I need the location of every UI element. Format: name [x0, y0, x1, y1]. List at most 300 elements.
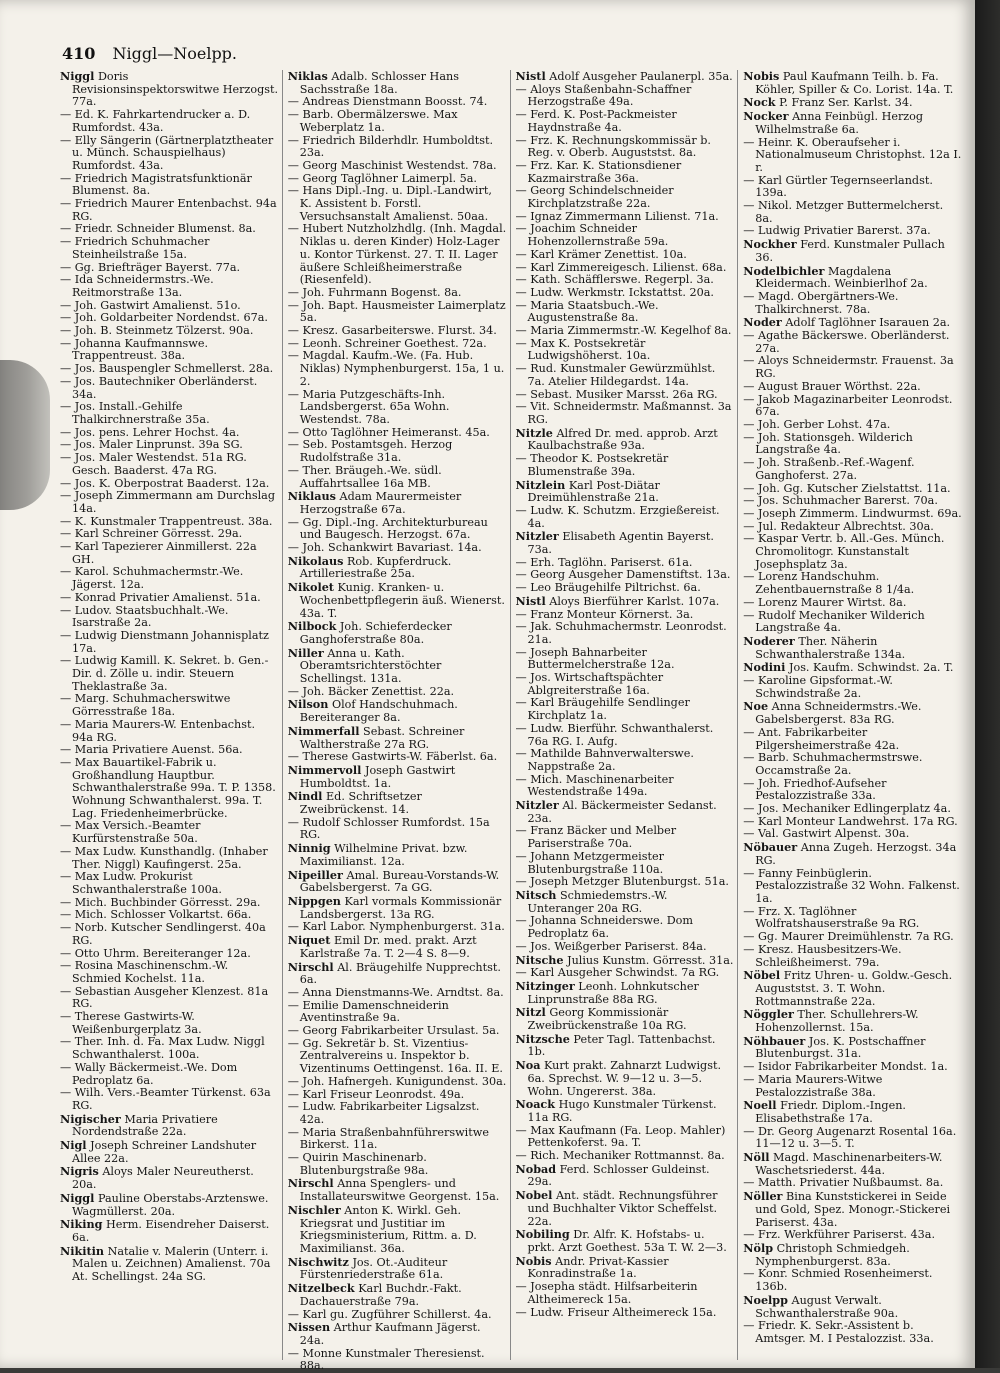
entry-text: — Val. Gastwirt Alpenst. 30a.: [743, 827, 910, 841]
entry-text: — Rud. Kunstmaler Gewürzmühlst. 7a. Atelier Hildegardst. 14a.: [515, 362, 716, 388]
entry-text: August Verwalt. Schwanthalerstraße 90a.: [755, 1293, 899, 1320]
entry-text: — Sebast. Musiker Marsst. 26a RG.: [515, 387, 718, 401]
directory-entry: [516, 1255, 735, 1281]
entry-text: Herm. Eisendreher Daiserst. 6a.: [72, 1218, 270, 1244]
entry-text: — Johanna Kaufmannswe. Trappentreust. 38a.: [60, 336, 209, 363]
directory-entry: [288, 465, 507, 490]
directory-entry: [743, 944, 962, 969]
directory-entry: [288, 764, 507, 790]
directory-entry: [288, 842, 507, 868]
directory-entry: [516, 697, 735, 722]
entry-text: — Elly Sängerin (Gärtnerplatztheater u. Münch. Schauspielhaus) Rumfordst. 43a.: [60, 133, 274, 172]
entry-text: Karl vormals Kommissionär Landsbergerst. 13a RG.: [299, 895, 502, 921]
directory-entry: [743, 70, 962, 96]
directory-entry: [516, 300, 735, 325]
entry-text: — Karl Krämer Zenettist. 10a.: [515, 247, 687, 261]
entry-text: Olof Handschuhmach. Bereiteranger 8a.: [299, 698, 458, 725]
entry-text: — Joh. Fuhrmann Bogenst. 8a.: [287, 285, 462, 299]
page-number: 410: [62, 44, 96, 63]
entry-surname: Nischwitz: [287, 1254, 349, 1269]
directory-entry: [516, 1228, 735, 1254]
directory-entry: [60, 135, 279, 173]
directory-entry: [516, 980, 735, 1006]
entry-text: Ther. Näherin Schwanthalerstraße 134a.: [755, 634, 906, 661]
entry-text: — Mathilde Bahnverwalterswe. Nappstraße 2a.: [515, 747, 694, 773]
entry-surname: Ninnig: [287, 841, 331, 856]
entry-text: — Ludw. Bierführ. Schwanthalerst. 76a RG. I. Aufg.: [515, 721, 714, 748]
entry-text: — Leo Bräugehilfe Piltrichst. 6a.: [515, 581, 701, 595]
entry-surname: Nikolet: [287, 580, 334, 595]
entry-text: — Joseph Bahnarbeiter Buttermelcherstraße 12a.: [515, 645, 675, 672]
entry-text: Hugo Kunstmaler Türkenst. 11a RG.: [527, 1098, 717, 1124]
entry-surname: Nitzlein: [515, 477, 566, 492]
directory-entry: [516, 453, 735, 478]
directory-entry: [288, 1127, 507, 1152]
entry-text: — Konrad Privatier Amalienst. 51a.: [60, 590, 261, 604]
entry-text: — Leonh. Schreiner Goethest. 72a.: [287, 336, 487, 350]
entry-text: — Wally Bäckermeist.-We. Dom Pedroplatz 6a.: [60, 1060, 238, 1087]
entry-text: — Joseph Metzger Blutenburgst. 51a.: [515, 875, 729, 889]
entry-text: Ferd. Kunstmaler Pullach 36.: [755, 238, 945, 264]
entry-text: — Fanny Feinbüglerin. Pestalozzistraße 32 Wohn. Falkenst. 1a.: [743, 866, 960, 905]
entry-text: — Max Kaufmann (Fa. Leop. Mahler) Pettenkoferst. 9a. T.: [515, 1123, 726, 1150]
entry-text: — Gg. Briefträger Bayerst. 77a.: [60, 260, 241, 274]
entry-text: — Jos. Bauspengler Schmellerst. 28a.: [60, 362, 274, 376]
entry-text: — Maria Privatiere Auenst. 56a.: [60, 743, 243, 757]
entry-text: Adalb. Schlosser Hans Sachsstraße 18a.: [299, 70, 459, 96]
directory-entry: [288, 581, 507, 620]
entry-surname: Nippgen: [287, 894, 341, 908]
entry-text: — August Brauer Wörthst. 22a.: [743, 379, 921, 393]
entry-text: — Karl Tapezierer Ainmillerst. 22a GH.: [60, 540, 257, 566]
directory-entry: [743, 175, 962, 200]
directory-entry: [288, 817, 507, 842]
entry-surname: Nitzinger: [515, 978, 575, 993]
entry-text: — Dr. Georg Augenarzt Rosental 16a. 11—12 u. 3—5. T.: [743, 1124, 957, 1151]
entry-surname: Nirschl: [287, 959, 334, 974]
entry-text: — Joseph Zimmermann am Durchslag 14a.: [60, 489, 276, 515]
directory-entry: [743, 1035, 962, 1061]
directory-entry: [288, 1152, 507, 1177]
directory-entry: [516, 338, 735, 363]
directory-entry: [60, 173, 279, 198]
directory-entry: [60, 630, 279, 655]
directory-entry: [288, 698, 507, 724]
entry-text: — Heinr. K. Oberaufseher i. Nationalmuseum Christophst. 12a I. r.: [743, 135, 962, 174]
directory-entry: [743, 1268, 962, 1293]
entry-surname: Nitzelbeck: [287, 1281, 355, 1296]
directory-entry: [288, 790, 507, 816]
entry-text: Georg Kommissionär Zweibrückenstraße 10a RG.: [527, 1006, 687, 1033]
entry-surname: Nitzler: [515, 798, 559, 813]
entry-text: Wilhelmine Privat. bzw. Maximilianst. 12a.: [299, 842, 468, 868]
directory-entry: [288, 1256, 507, 1282]
entry-text: Schmiedemstrs.-W. Unteranger 20a RG.: [527, 889, 668, 915]
entry-text: — Maria Staatsbuch.-We. Augustenstraße 8a.: [515, 298, 659, 325]
directory-entry: [516, 109, 735, 134]
entry-surname: Noderer: [743, 633, 795, 648]
directory-entry: [288, 555, 507, 581]
entry-surname: Nigris: [60, 1164, 99, 1179]
entry-surname: Nock: [743, 95, 776, 110]
entry-text: Emil Dr. med. prakt. Arzt Karlstraße 7a. T. 2—4 S. 8—9.: [299, 934, 477, 960]
entry-text: Adolf Ausgeher Paulanerpl. 35a.: [549, 70, 733, 83]
directory-entry: [60, 871, 279, 896]
entry-text: — Maria Maurers-Witwe Pestalozzistraße 38a.: [743, 1072, 883, 1099]
entry-text: — Ludwig Kamill. K. Sekret. b. Gen.-Dir. d. Zölle u. indir. Steuern Theklastraße 3a.: [60, 654, 269, 693]
entry-surname: Nistl: [515, 593, 546, 608]
directory-entry: [516, 530, 735, 556]
directory-entry: [743, 238, 962, 264]
entry-text: — Joh. Gastwirt Amalienst. 51o.: [60, 298, 241, 312]
directory-entry: [288, 1038, 507, 1076]
entry-text: — Jos. Maler Westendst. 51a RG. Gesch. Baaderst. 47a RG.: [60, 451, 247, 477]
directory-entry: [60, 1192, 279, 1218]
directory-entry: [60, 1218, 279, 1244]
directory-entry: [743, 1151, 962, 1177]
directory-entry: [60, 338, 279, 363]
entry-surname: Nöll: [743, 1150, 770, 1165]
directory-entry: [288, 135, 507, 160]
entry-surname: Nodelbichler: [743, 263, 825, 278]
entry-surname: Nitsche: [515, 952, 564, 967]
entry-text: — Theodor K. Postsekretär Blumenstraße 39a.: [515, 452, 669, 478]
entry-surname: Niller: [287, 645, 324, 660]
entry-text: — Ida Schneidermstrs.-We. Reitmorstraße 13a.: [60, 273, 214, 299]
directory-entry: [288, 70, 507, 96]
directory-entry: [288, 439, 507, 464]
entry-text: — Ludw. Werkmstr. Ickstattst. 20a.: [515, 285, 714, 299]
entry-text: — Georg Schindelschneider Kirchplatzstraße 22a.: [515, 184, 674, 211]
entry-text: — Ther. Bräugeh.-We. südl. Auffahrtsallee 16a MB.: [287, 463, 442, 490]
entry-text: — Lorenz Handschuhm. Zehentbauernstraße 8 1/4a.: [743, 570, 915, 597]
entry-text: Anna Spenglers- und Installateurswitwe Georgenst. 15a.: [299, 1177, 500, 1204]
running-title: Niggl—Noelpp.: [112, 44, 238, 63]
column-container: [60, 69, 965, 1373]
directory-entry: [743, 906, 962, 931]
entry-text: — Georg Fabrikarbeiter Ursulast. 5a.: [287, 1024, 500, 1038]
directory-entry: [516, 915, 735, 940]
entry-text: — Johanna Schneiderswe. Dom Pedroplatz 6a.: [515, 914, 694, 941]
directory-entry: [516, 135, 735, 160]
directory-entry: [60, 541, 279, 566]
entry-text: — Aloys Schneidermstr. Frauenst. 3a RG.: [743, 354, 954, 381]
entry-text: — Ferd. K. Post-Packmeister Haydnstraße 4a.: [515, 108, 677, 134]
entry-text: — Wilh. Vers.-Beamter Türkenst. 63a RG.: [60, 1086, 271, 1112]
directory-entry: [60, 198, 279, 223]
entry-surname: Noell: [743, 1098, 777, 1113]
entry-text: Peter Tagl. Tattenbachst. 1b.: [527, 1032, 716, 1059]
entry-text: — Karl Friseur Leonrodst. 49a.: [287, 1087, 465, 1101]
directory-entry: [288, 1321, 507, 1347]
entry-surname: Nirschl: [287, 1176, 334, 1191]
entry-text: Karl Buchdr.-Fakt. Dachauerstraße 79a.: [299, 1282, 462, 1308]
directory-entry: [743, 291, 962, 316]
directory-entry: [516, 1059, 735, 1098]
page-header: [62, 44, 237, 63]
entry-surname: Nobis: [515, 1253, 552, 1268]
entry-surname: Nöller: [743, 1189, 783, 1204]
entry-text: — Frz. Kar. K. Stationsdiener Kazmairstraße 36a.: [515, 158, 682, 185]
entry-text: — Jos. Bautechniker Oberländerst. 34a.: [60, 374, 258, 401]
directory-entry: [743, 394, 962, 419]
entry-text: — Jul. Redakteur Albrechtst. 30a.: [743, 519, 934, 533]
directory-entry: [60, 655, 279, 693]
directory-entry: [743, 200, 962, 225]
directory-entry: [743, 1320, 962, 1345]
directory-entry: [288, 869, 507, 895]
entry-text: Doris Revisionsinspektorswitwe Herzogst. 77a.: [72, 70, 279, 109]
entry-surname: Nitzl: [515, 1005, 546, 1020]
directory-entry: [288, 1204, 507, 1256]
entry-text: — Friedrich Maurer Entenbachst. 94a RG.: [60, 197, 277, 223]
entry-text: — Seb. Postamtsgeh. Herzog Rudolfstraße 31a.: [287, 438, 453, 465]
entry-surname: Nilson: [287, 697, 329, 712]
entry-surname: Nöhbauer: [743, 1033, 806, 1048]
entry-text: — Emilie Damenschneiderin Aventinstraße 9a.: [287, 998, 449, 1025]
directory-entry: [743, 265, 962, 291]
directory-entry: [288, 1177, 507, 1203]
directory-entry: [516, 160, 735, 185]
entry-text: — Mich. Maschinenarbeiter Westendstraße 149a.: [515, 772, 674, 799]
directory-entry: [743, 1190, 962, 1229]
entry-text: — Joh. Hafnergeh. Kunigundenst. 30a.: [287, 1074, 507, 1088]
entry-text: — Anna Dienstmanns-We. Arndtst. 8a.: [287, 985, 504, 999]
directory-entry: [60, 757, 279, 821]
entry-surname: Nitzler: [515, 529, 559, 544]
directory-entry: [288, 647, 507, 686]
entry-text: — Isidor Fabrikarbeiter Mondst. 1a.: [743, 1060, 948, 1074]
directory-entry: [516, 505, 735, 530]
entry-text: — Marg. Schuhmacherswitwe Görresstraße 18a.: [60, 692, 231, 719]
directory-entry: [60, 452, 279, 477]
entry-text: — Maria Maurers-W. Entenbachst. 94a RG.: [60, 717, 256, 744]
directory-entry: [743, 110, 962, 136]
entry-text: — Georg Maschinist Westendst. 78a.: [287, 158, 497, 172]
entry-text: Alfred Dr. med. approb. Arzt Kaulbachstraße 93a.: [527, 426, 718, 453]
column-3: [516, 70, 739, 1360]
directory-entry: [516, 954, 735, 968]
entry-text: — Franz Monteur Körnerst. 3a.: [515, 607, 694, 621]
entry-text: — Max Versich.-Beamter Kurfürstenstraße 50a.: [60, 819, 201, 846]
directory-entry: [60, 1139, 279, 1165]
entry-text: Rob. Kupferdruck. Artilleriestraße 25a.: [299, 554, 452, 581]
entry-text: Ant. städt. Rechnungsführer und Buchhalter Viktor Scheffelst. 22a.: [527, 1189, 718, 1228]
entry-surname: Noelpp: [743, 1292, 788, 1307]
entry-text: — Karl Zimmereigesch. Lilienst. 68a.: [515, 260, 727, 274]
directory-entry: [743, 727, 962, 752]
directory-entry: [743, 432, 962, 457]
entry-text: Jos. K. Postschaffner Blutenburgst. 31a.: [755, 1034, 926, 1061]
entry-surname: Nobis: [743, 69, 780, 83]
entry-text: — Ludov. Staatsbuchhalt.-We. Isarstraße 2a.: [60, 603, 229, 630]
entry-surname: Niklas: [287, 69, 328, 83]
entry-text: — Joseph Zimmerm. Lindwurmst. 69a.: [743, 506, 962, 520]
directory-entry: [60, 1245, 279, 1284]
entry-text: — Jos. Install.-Gehilfe Thalkirchnerstraße 35a.: [60, 400, 210, 426]
entry-text: — Joh. Bapt. Hausmeister Laimerplatz 5a.: [287, 298, 506, 325]
entry-surname: Noack: [515, 1097, 556, 1112]
entry-text: — Georg Ausgeher Damenstiftst. 13a.: [515, 568, 731, 582]
entry-surname: Noa: [515, 1058, 541, 1073]
entry-text: Natalie v. Malerin (Unterr. i. Malen u. Zeichnen) Amalienst. 70a At. Schellingst. 24a SG.: [72, 1244, 271, 1284]
entry-text: Julius Kunstm. Görresst. 31a.: [567, 953, 734, 967]
entry-text: — K. Kunstmaler Trappentreust. 38a.: [60, 514, 273, 528]
directory-entry: [743, 1294, 962, 1320]
entry-surname: Nitzsche: [515, 1031, 570, 1046]
entry-text: Karl Post-Diätar Dreimühlenstraße 21a.: [527, 478, 660, 505]
entry-text: — Joachim Schneider Hohenzollernstraße 59a.: [515, 222, 669, 249]
directory-entry: [288, 961, 507, 987]
entry-text: Andr. Privat-Kassier Konradinstraße 1a.: [527, 1254, 669, 1281]
entry-surname: Nischler: [287, 1202, 341, 1217]
directory-entry: [60, 605, 279, 630]
directory-entry: [743, 969, 962, 1008]
directory-entry: [516, 672, 735, 697]
directory-entry: [743, 752, 962, 777]
entry-text: Kunig. Kranken- u. Wochenbettpflegerin äuß. Wienerst. 43a. T.: [299, 581, 505, 620]
directory-entry: [60, 236, 279, 261]
directory-entry: [516, 723, 735, 748]
entry-text: — Jakob Magazinarbeiter Leonrodst. 67a.: [743, 392, 953, 419]
entry-text: — Jos. K. Oberpostrat Baaderst. 12a.: [60, 476, 270, 490]
entry-text: — Sebastian Ausgeher Klenzest. 81a RG.: [60, 984, 269, 1011]
directory-entry: [516, 647, 735, 672]
directory-entry: [60, 960, 279, 985]
column-2: [287, 69, 511, 1373]
entry-text: — Joh. Schankwirt Bavariast. 14a.: [287, 541, 482, 555]
directory-entry: [60, 1165, 279, 1191]
entry-surname: Niquet: [287, 933, 331, 948]
directory-entry: [516, 401, 735, 426]
directory-entry: [516, 363, 735, 388]
entry-surname: Nilbock: [287, 619, 337, 634]
entry-text: — Rich. Mechaniker Rottmannst. 8a.: [515, 1149, 725, 1163]
entry-text: — Karoline Gipsformat.-W. Schwindstraße 2a.: [743, 674, 893, 700]
entry-surname: Nipeiller: [287, 867, 343, 882]
entry-text: Adolf Taglöhner Isarauen 2a.: [785, 316, 951, 330]
directory-entry: [516, 582, 735, 595]
entry-text: — Karl Gürtler Tegernseerlandst. 139a.: [743, 173, 933, 200]
entry-text: — Barb. Schuhmachermstrswe. Occamstraße 2a.: [743, 751, 923, 777]
directory-entry: [288, 223, 507, 287]
entry-text: — Jos. Weißgerber Pariserst. 84a.: [515, 939, 707, 953]
entry-text: — Friedr. Schneider Blumenst. 8a.: [60, 222, 256, 236]
entry-text: — Rudolf Mechaniker Wilderich Langstraße 4a.: [743, 608, 925, 635]
entry-text: — Gg. Dipl.-Ing. Architekturbureau und Baugesch. Herzogst. 67a.: [287, 515, 488, 542]
entry-text: — Franz Bäcker und Melber Pariserstraße 70a.: [515, 824, 677, 851]
entry-surname: Nölp: [743, 1240, 774, 1255]
entry-surname: Niklaus: [287, 489, 336, 504]
entry-text: — Ludw. K. Schutzm. Erzgießereist. 4a.: [515, 503, 720, 530]
directory-entry: [743, 96, 962, 110]
entry-text: — Mich. Schlosser Volkartst. 66a.: [60, 908, 252, 922]
entry-text: Bina Kunststickerei in Seide und Gold, Spez. Monogr.-Stickerei Pariserst. 43a.: [755, 1190, 951, 1229]
entry-text: — Kresz. Gasarbeiterswe. Flurst. 34.: [287, 324, 497, 338]
directory-entry: [60, 401, 279, 426]
entry-text: — Agathe Bäckerswe. Oberländerst. 27a.: [743, 329, 950, 355]
entry-text: — Jos. Maler Linprunst. 39a SG.: [60, 438, 243, 452]
entry-text: — Johann Metzgermeister Blutenburgstraße 110a.: [515, 849, 664, 876]
entry-text: — Kaspar Vertr. b. All.-Ges. Münch. Chromolitogr. Kunstanstalt Josephsplatz 3a.: [743, 532, 945, 571]
entry-surname: Nocker: [743, 109, 789, 124]
entry-text: Magd. Maschinenarbeiters-W. Waschetsriederst. 44a.: [755, 1151, 943, 1177]
entry-text: — Maria Putzgeschäfts-Inh. Landsbergerst. 65a Wohn. Westendst. 78a.: [287, 387, 450, 426]
entry-text: — Jos. Schuhmacher Barerst. 70a.: [743, 494, 938, 508]
entry-text: — Otto Taglöhner Heimeranst. 45a.: [287, 425, 490, 439]
entry-text: Anna u. Kath. Oberamtsrichterstöchter Schellingst. 131a.: [299, 646, 442, 686]
entry-text: — Vit. Schneidermstr. Maßmannst. 3a RG.: [515, 400, 732, 426]
entry-text: — Barb. Obermälzerswe. Max Weberplatz 1a.: [287, 108, 458, 134]
entry-text: — Joh. Straßenb.-Ref.-Wagenf. Ganghoferst. 27a.: [743, 456, 915, 482]
directory-entry: [516, 748, 735, 773]
entry-text: — Max Ludw. Prokurist Schwanthalerstraße 100a.: [60, 870, 222, 896]
entry-surname: Nöggler: [743, 1007, 794, 1022]
directory-entry: [516, 185, 735, 210]
directory-entry: [288, 350, 507, 388]
entry-text: — Karl Monteur Landwehrst. 17a RG.: [743, 814, 958, 828]
entry-text: Maria Privatiere Nordendstraße 22a.: [72, 1112, 218, 1139]
entry-text: Joseph Gastwirt Humboldtst. 1a.: [299, 763, 456, 790]
entry-text: — Hans Dipl.-Ing. u. Dipl.-Landwirt, K. Assistent b. Forstl. Versuchsanstalt Amalienst. 50aa.: [287, 184, 492, 223]
entry-text: — Mich. Buchbinder Görresst. 29a.: [60, 895, 261, 909]
entry-text: — Matth. Privatier Nußbaumst. 8a.: [743, 1176, 944, 1190]
entry-text: — Jos. Mechaniker Edlingerplatz 4a.: [743, 802, 951, 816]
entry-surname: Nikolaus: [287, 553, 344, 568]
entry-text: — Ludw. Friseur Altheimereck 15a.: [515, 1305, 717, 1319]
entry-text: — Andreas Dienstmann Boosst. 74.: [287, 95, 488, 109]
entry-text: Amal. Bureau-Vorstands-W. Gabelsbergerst. 7a GG.: [299, 868, 500, 895]
entry-text: Jos. Kaufm. Schwindst. 2a. T.: [788, 661, 954, 675]
entry-text: — Ludwig Dienstmann Johannisplatz 17a.: [60, 628, 269, 655]
directory-entry: [743, 610, 962, 635]
directory-entry: [516, 479, 735, 505]
directory-entry: [288, 934, 507, 960]
directory-entry: [60, 820, 279, 845]
entry-text: — Maria Zimmermstr.-W. Kegelhof 8a.: [515, 324, 732, 338]
entry-text: — Karl Bräugehilfe Sendlinger Kirchplatz 1a.: [515, 696, 690, 723]
entry-text: — Karl gu. Zugführer Schillerst. 4a.: [287, 1307, 492, 1321]
entry-text: — Ludw. Fabrikarbeiter Ligsalzst. 42a.: [287, 1100, 480, 1126]
entry-surname: Nikitin: [60, 1243, 105, 1258]
page-clip-shadow: [0, 360, 50, 510]
entry-text: Adam Maurermeister Herzogstraße 67a.: [299, 490, 462, 516]
entry-text: — Konr. Schmied Rosenheimerst. 136b.: [743, 1267, 933, 1294]
entry-text: — Kresz. Hausbesitzers-We. Schleißheimerst. 79a.: [743, 942, 902, 969]
entry-text: — Norb. Kutscher Sendlingerst. 40a RG.: [60, 921, 266, 947]
directory-entry: [743, 1242, 962, 1268]
entry-text: Anna Zugeh. Herzogst. 34a RG.: [755, 841, 957, 867]
entry-surname: Nitsch: [515, 888, 557, 902]
entry-text: — Joh. Gerber Lohst. 47a.: [743, 417, 891, 431]
directory-entry: [516, 70, 735, 84]
entry-text: Ed. Schriftsetzer Zweibrückenst. 14.: [299, 790, 422, 817]
entry-text: — Georg Taglöhner Laimerpl. 5a.: [287, 171, 477, 185]
directory-entry: [60, 719, 279, 744]
entry-surname: Niggl: [60, 1190, 95, 1205]
entry-text: — Rudolf Schlosser Rumfordst. 15a RG.: [287, 815, 490, 842]
directory-entry: [288, 895, 507, 921]
directory-entry: [60, 1087, 279, 1112]
directory-entry: [516, 1125, 735, 1150]
entry-surname: Nigl: [60, 1138, 87, 1153]
directory-entry: [60, 1113, 279, 1139]
directory-entry: [743, 137, 962, 175]
directory-entry: [516, 223, 735, 248]
directory-entry: [516, 889, 735, 915]
entry-text: — Aloys Staßenbahn-Schaffner Herzogstraße 49a.: [515, 82, 692, 109]
directory-entry: [288, 1101, 507, 1126]
